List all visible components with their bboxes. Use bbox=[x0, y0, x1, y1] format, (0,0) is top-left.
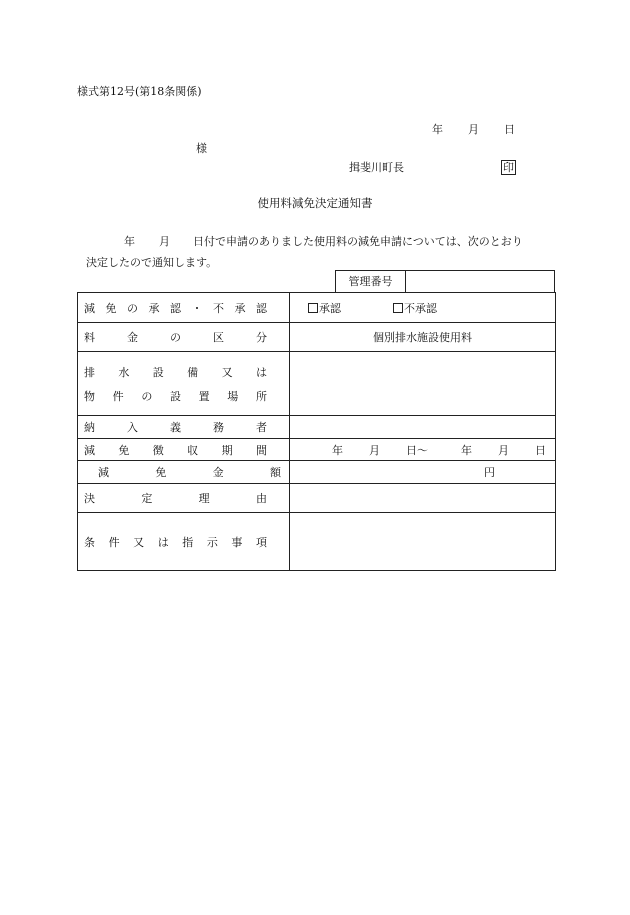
label-char: 入 bbox=[127, 421, 138, 434]
row-amount bbox=[78, 461, 556, 484]
period-label-chars bbox=[84, 442, 267, 458]
row-location bbox=[78, 352, 556, 416]
row-conditions bbox=[78, 513, 556, 571]
body-text-line1 bbox=[124, 236, 523, 247]
label-char: 件 bbox=[112, 389, 124, 403]
row-payer bbox=[78, 416, 556, 439]
label-char: 決 bbox=[84, 492, 95, 505]
approve-checkbox[interactable] bbox=[308, 300, 341, 316]
management-number-label: 管理番号 bbox=[336, 271, 406, 292]
period-start-year: 年 bbox=[332, 443, 343, 457]
label-char: 認 bbox=[170, 301, 181, 315]
label-char: は bbox=[255, 365, 267, 379]
row-reason bbox=[78, 484, 556, 513]
payer-field[interactable] bbox=[290, 416, 556, 439]
issuer-title: 揖斐川町長 bbox=[349, 161, 404, 174]
location-label bbox=[78, 352, 290, 416]
label-char: 免 bbox=[118, 443, 130, 457]
label-char: 設 bbox=[169, 389, 181, 403]
label-char: 不 bbox=[213, 301, 224, 315]
approval-label-chars bbox=[84, 300, 267, 316]
label-char: 義 bbox=[170, 421, 181, 434]
label-char: 由 bbox=[255, 492, 267, 505]
checkbox-icon bbox=[308, 303, 318, 313]
label-char: 理 bbox=[198, 492, 210, 505]
label-char: 備 bbox=[187, 365, 199, 379]
management-number-box bbox=[335, 270, 555, 292]
location-field[interactable] bbox=[290, 352, 556, 416]
label-char: 者 bbox=[256, 421, 267, 434]
period-end-year: 年 bbox=[461, 443, 472, 457]
label-char: 収 bbox=[187, 443, 199, 457]
label-char: 納 bbox=[84, 421, 95, 434]
disapprove-checkbox[interactable] bbox=[393, 300, 437, 316]
label-char: 件 bbox=[108, 535, 120, 549]
period-start-month: 月 bbox=[369, 443, 380, 457]
period-start-day: 日～ bbox=[406, 443, 428, 457]
row-period bbox=[78, 439, 556, 461]
label-char: 区 bbox=[213, 331, 224, 344]
label-char: 項 bbox=[255, 535, 267, 549]
amount-unit: 円 bbox=[484, 466, 495, 479]
amount-field[interactable] bbox=[290, 461, 556, 484]
label-char: 承 bbox=[234, 301, 246, 315]
addressee-suffix: 様 bbox=[196, 142, 207, 155]
label-char: 免 bbox=[105, 301, 117, 315]
approval-options bbox=[290, 293, 556, 323]
payer-label bbox=[78, 416, 290, 439]
label-char: 場 bbox=[227, 389, 239, 403]
period-label bbox=[78, 439, 290, 461]
label-char: 承 bbox=[148, 301, 160, 315]
label-char: 排 bbox=[84, 365, 95, 379]
row-fee-category bbox=[78, 323, 556, 352]
body-text-rest: 日付で申請のありました使用料の減免申請については、次のとおり bbox=[193, 235, 523, 248]
date-month-unit: 月 bbox=[468, 123, 479, 136]
date-year-unit: 年 bbox=[432, 123, 443, 136]
label-char: 減 bbox=[84, 443, 95, 457]
reason-label bbox=[78, 484, 290, 513]
location-label-line2 bbox=[84, 388, 267, 404]
label-char: 設 bbox=[152, 365, 164, 379]
label-char: 間 bbox=[255, 443, 267, 457]
conditions-label bbox=[78, 513, 290, 571]
fee-category-label-chars bbox=[84, 329, 267, 345]
label-char: 又 bbox=[221, 365, 233, 379]
period-field[interactable] bbox=[290, 439, 556, 461]
approve-label: 承認 bbox=[319, 301, 341, 315]
form-number: 様式第12号(第18条関係) bbox=[77, 85, 202, 98]
management-number-field[interactable] bbox=[406, 271, 554, 292]
label-char: 条 bbox=[84, 535, 95, 549]
conditions-label-chars bbox=[84, 534, 267, 550]
label-char: 認 bbox=[256, 301, 267, 315]
label-char: 減 bbox=[98, 466, 109, 479]
label-char: の bbox=[141, 389, 153, 403]
location-label-line1 bbox=[84, 364, 267, 380]
disapprove-label: 不承認 bbox=[404, 301, 437, 315]
document-title: 使用料減免決定通知書 bbox=[257, 196, 373, 210]
checkbox-icon bbox=[393, 303, 403, 313]
label-char: 示 bbox=[206, 535, 218, 549]
label-char: 分 bbox=[256, 331, 267, 344]
label-char: 金 bbox=[127, 331, 138, 344]
label-char: は bbox=[157, 535, 169, 549]
row-approval bbox=[78, 293, 556, 323]
label-char: 所 bbox=[255, 389, 267, 403]
label-char: 定 bbox=[141, 492, 153, 505]
label-char: 料 bbox=[84, 331, 95, 344]
label-char: 金 bbox=[212, 466, 224, 479]
reason-field[interactable] bbox=[290, 484, 556, 513]
approval-label bbox=[78, 293, 290, 323]
label-char: 又 bbox=[133, 535, 145, 549]
label-char: 免 bbox=[155, 466, 167, 479]
label-char: 物 bbox=[84, 389, 95, 403]
label-char: 務 bbox=[213, 421, 224, 434]
label-char: の bbox=[170, 331, 181, 344]
decision-table bbox=[77, 292, 556, 571]
fee-category-value: 個別排水施設使用料 bbox=[290, 323, 556, 352]
period-end-month: 月 bbox=[498, 443, 509, 457]
label-char: 置 bbox=[198, 389, 210, 403]
label-char: 指 bbox=[182, 535, 194, 549]
conditions-field[interactable] bbox=[290, 513, 556, 571]
body-text-line2: 決定したので通知します。 bbox=[86, 256, 218, 269]
label-char: ・ bbox=[191, 301, 203, 315]
body-month-unit: 月 bbox=[159, 235, 170, 248]
amount-label-chars bbox=[84, 464, 283, 480]
label-char: 額 bbox=[269, 466, 281, 479]
label-char: の bbox=[127, 301, 138, 315]
label-char: 期 bbox=[221, 443, 233, 457]
label-char: 事 bbox=[231, 535, 243, 549]
fee-category-label bbox=[78, 323, 290, 352]
payer-label-chars bbox=[84, 419, 267, 435]
date-day-unit: 日 bbox=[504, 123, 515, 136]
label-char: 減 bbox=[84, 301, 95, 315]
amount-label bbox=[78, 461, 290, 484]
reason-label-chars bbox=[84, 490, 267, 506]
body-year-unit: 年 bbox=[124, 235, 135, 248]
label-char: 徴 bbox=[152, 443, 164, 457]
label-char: 水 bbox=[118, 365, 130, 379]
period-end-day: 日 bbox=[535, 443, 546, 457]
seal-mark: 印 bbox=[503, 161, 514, 174]
